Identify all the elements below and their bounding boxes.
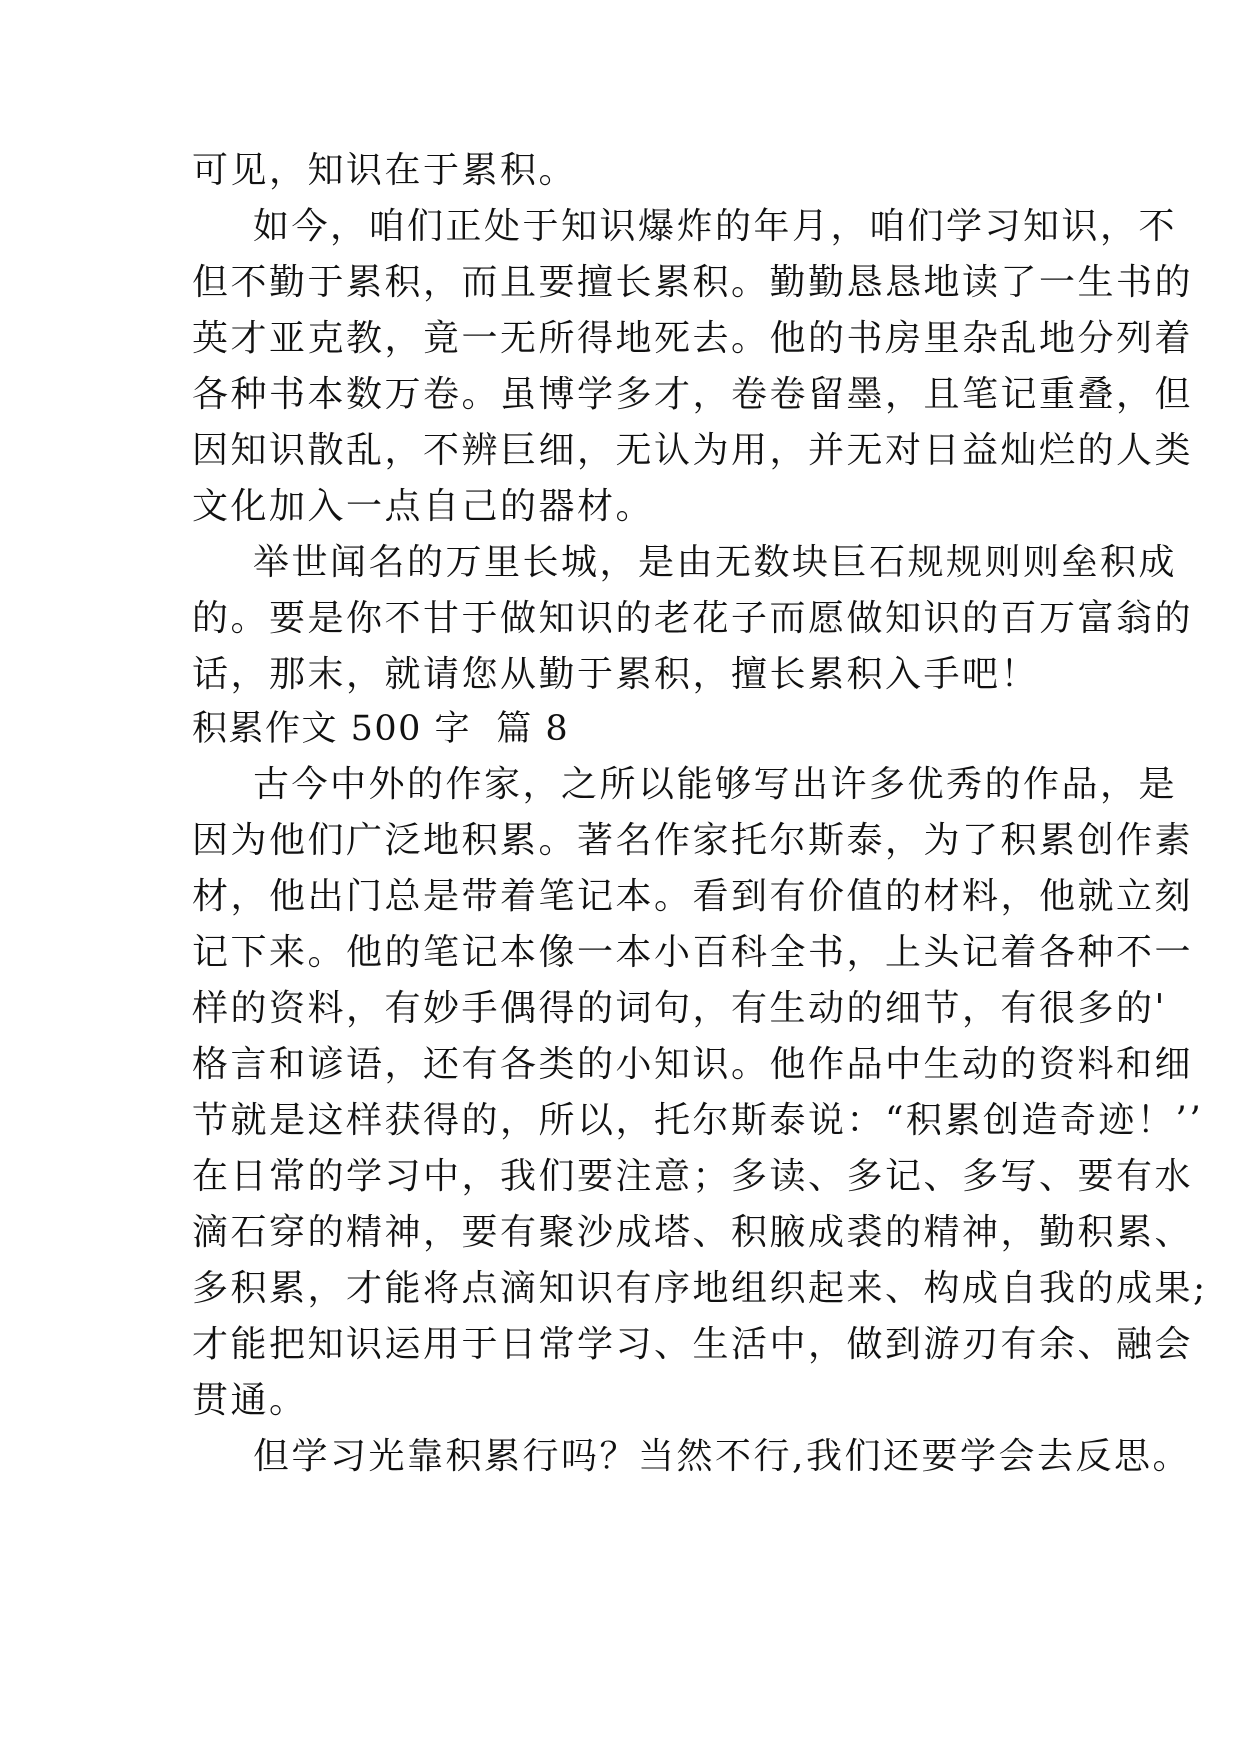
text-line: 但不勤于累积，而且要擅长累积。勤勤恳恳地读了一生书的 [192, 262, 1194, 303]
paragraph-first-line: 但学习光靠积累行吗？当然不行,我们还要学会去反思。 [253, 1436, 1191, 1477]
document-page [192, 0, 1208, 1754]
text-line: 材，他出门总是带着笔记本。看到有价值的材料，他就立刻 [192, 876, 1194, 917]
text-line: 在日常的学习中，我们要注意；多读、多记、多写、要有水 [192, 1156, 1194, 1197]
section-heading: 积累作文 500 字 篇 8 [192, 709, 570, 749]
text-line: 样的资料，有妙手偶得的词句，有生动的细节，有很多的' [192, 988, 1167, 1029]
text-line: 文化加入一点自己的器材。 [192, 486, 655, 527]
text-line: 因知识散乱，不辨巨细，无认为用，并无对日益灿烂的人类 [192, 430, 1194, 471]
text-line: 节就是这样获得的，所以，托尔斯泰说：“积累创造奇迹！’’ [192, 1100, 1204, 1141]
text-line: 话，那末，就请您从勤于累积，擅长累积入手吧！ [192, 654, 1040, 695]
text-line: 滴石穿的精神，要有聚沙成塔、积腋成裘的精神，勤积累、 [192, 1212, 1194, 1253]
paragraph-first-line: 如今，咱们正处于知识爆炸的年月，咱们学习知识，不 [253, 206, 1178, 247]
text-line: 因为他们广泛地积累。著名作家托尔斯泰，为了积累创作素 [192, 820, 1194, 861]
text-line: 的。要是你不甘于做知识的老花子而愿做知识的百万富翁的 [192, 598, 1194, 639]
text-line: 才能把知识运用于日常学习、生活中，做到游刃有余、融会 [192, 1324, 1194, 1365]
text-line: 记下来。他的笔记本像一本小百科全书，上头记着各种不一 [192, 932, 1194, 973]
text-line: 格言和谚语，还有各类的小知识。他作品中生动的资料和细 [192, 1044, 1194, 1085]
paragraph-first-line: 举世闻名的万里长城，是由无数块巨石规规则则垒积成 [253, 542, 1178, 583]
text-line: 可见，知识在于累积。 [192, 150, 578, 191]
text-line: 多积累，才能将点滴知识有序地组织起来、构成自我的成果; [192, 1268, 1208, 1309]
text-line: 各种书本数万卷。虽博学多才，卷卷留墨，且笔记重叠，但 [192, 374, 1194, 415]
text-line: 贯通。 [192, 1380, 308, 1421]
text-line: 英才亚克教，竟一无所得地死去。他的书房里杂乱地分列着 [192, 318, 1194, 359]
paragraph-first-line: 古今中外的作家，之所以能够写出许多优秀的作品，是 [253, 764, 1178, 805]
